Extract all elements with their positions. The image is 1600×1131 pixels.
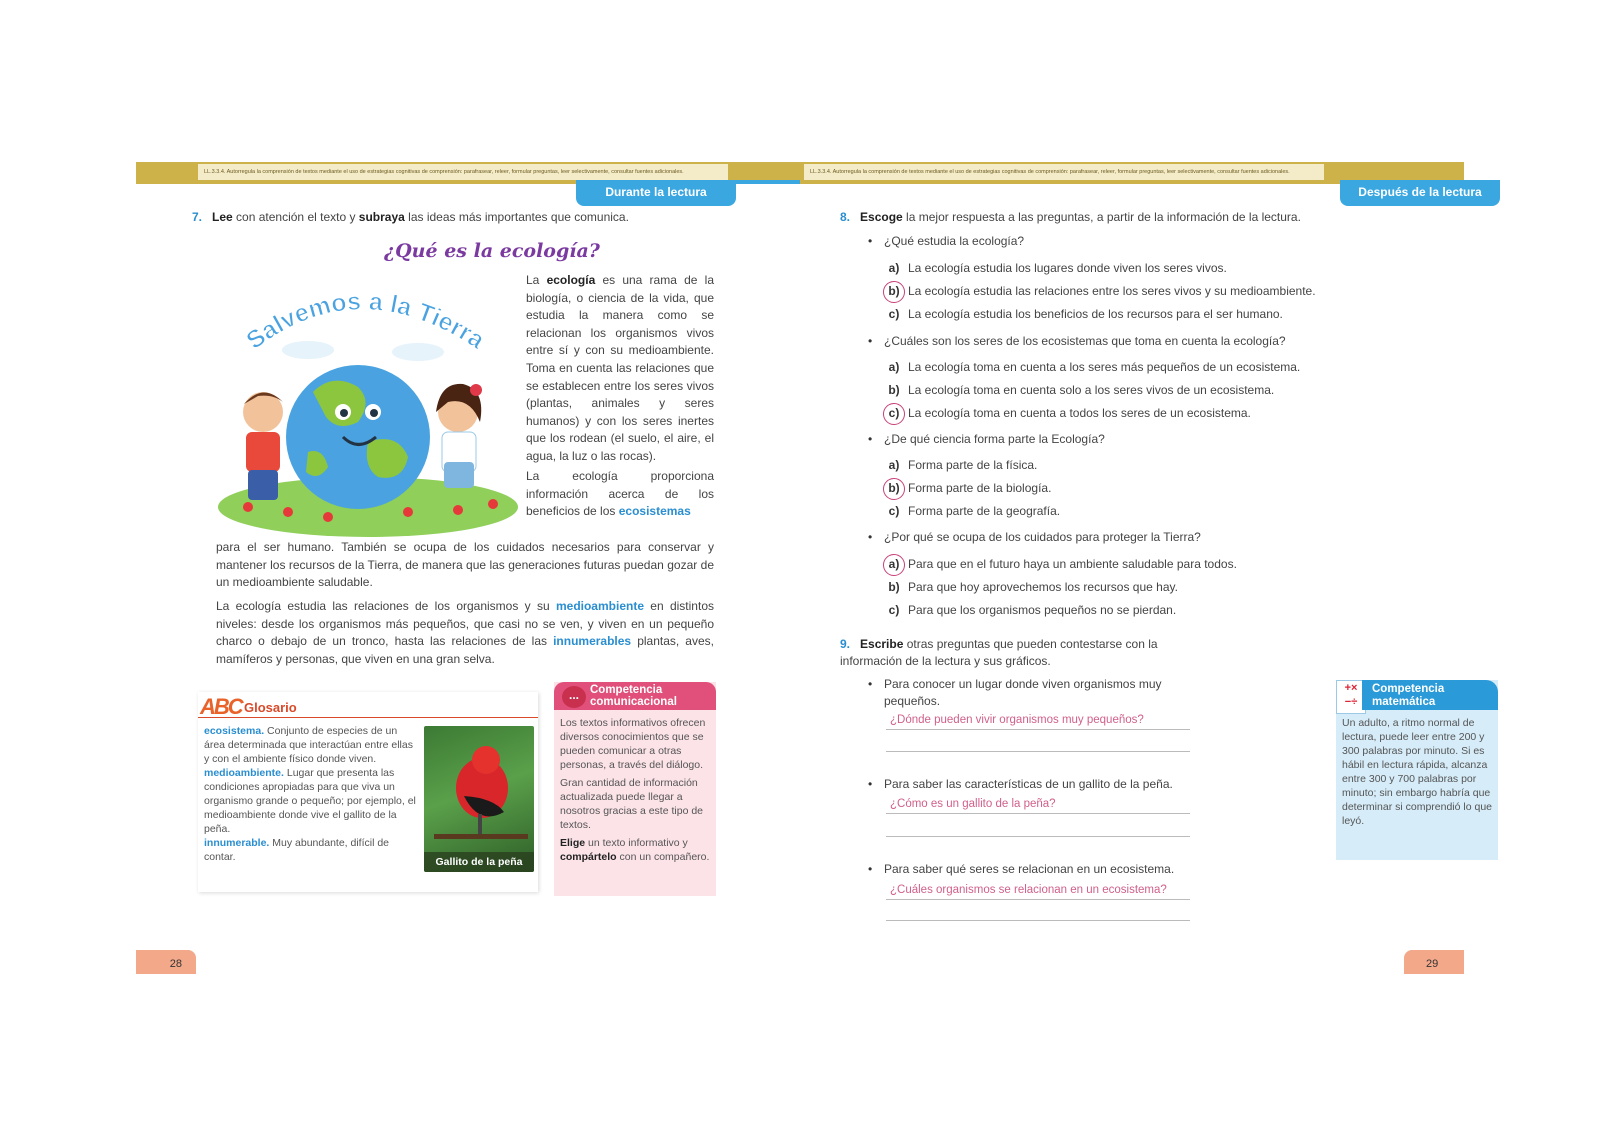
p3-medioambiente: medioambiente <box>555 599 644 613</box>
p1-c: es una rama de la biología, o ciencia de la vida, que estudia la manera como se relacionan los organismos vivos entre sí y con su medioambiente. Toma en cuenta las relaciones que se establecen entre los seres vivos (plantas, animales y seres humanos) y con los seres inertes que los rodean (el suelo, el aire, el agua, la luz o las rocas). <box>526 273 714 463</box>
q8-text: la mejor respuesta a las preguntas, a partir de la información de la lectura. <box>902 210 1301 224</box>
skill-note: LL.3.3.4. Autorregula la comprensión de textos mediante el uso de estrategias cognitivas de comprensión: parafrasear, releer, formular preguntas, leer selectivamente, consultar fuentes adicionales. <box>198 164 728 180</box>
option-letter: a) <box>888 261 900 275</box>
page-number: 28 <box>136 950 196 974</box>
reading-title: ¿Qué es la ecología? <box>384 240 600 262</box>
earth-illustration-svg <box>208 272 528 542</box>
comp-com-p3-text: un texto informativo y <box>585 837 688 849</box>
comp-com-p2: Gran cantidad de información actualizada puede llegar a nosotros gracias a este tipo de textos. <box>560 777 704 831</box>
comp-mat-title-1: Competencia <box>1372 683 1445 695</box>
glossary-header <box>198 692 538 718</box>
cloud <box>392 343 444 361</box>
glossary-entry <box>204 724 418 766</box>
q8-option-selected[interactable] <box>888 284 1316 298</box>
glossary-title: Glosario <box>244 700 297 715</box>
answer-line <box>886 813 1190 814</box>
tab-line <box>726 180 800 184</box>
bird-photo <box>424 726 534 872</box>
q9-text: otras preguntas que pueden contestarse con la información de la lectura y sus gráficos. <box>840 637 1158 668</box>
paragraph-2-bottom <box>216 539 714 592</box>
q8-option[interactable] <box>888 504 1061 518</box>
q8-option[interactable] <box>888 360 1301 374</box>
option-text: La ecología estudia las relaciones entre los seres vivos y su medioambiente. <box>908 284 1316 298</box>
glossary-def: Muy abundante, difícil de contar. <box>204 837 390 863</box>
boy-shirt <box>246 432 280 472</box>
option-letter-circled: b) <box>883 281 905 303</box>
illustration-slogan <box>241 287 490 355</box>
q8-option[interactable] <box>888 603 1177 617</box>
q9-answer[interactable]: ¿Cómo es un gallito de la peña? <box>890 798 1056 810</box>
earth-illustration <box>208 272 528 542</box>
q9-answer[interactable]: ¿Dónde pueden vivir organismos muy pequeños? <box>890 714 1144 726</box>
p2-a: La ecología proporciona información acerca de los beneficios de los <box>526 469 714 519</box>
section-tab <box>576 180 736 206</box>
glossary-def: Lugar que presenta las condiciones apropiadas para que viva un organismo grande o pequeño; por ejemplo, el medioambiente donde vive el gallito de la peña. <box>204 767 416 835</box>
q9-answer[interactable]: ¿Cuáles organismos se relacionan en un ecosistema? <box>890 884 1167 896</box>
girl-overalls <box>444 462 474 488</box>
glossary-entries <box>204 724 418 864</box>
option-text: Forma parte de la biología. <box>908 481 1052 495</box>
option-letter: c) <box>888 504 900 518</box>
q8-instruction <box>840 210 1301 224</box>
p3-innumerables: innumerables <box>553 634 632 649</box>
q8-option-selected[interactable] <box>888 406 1251 420</box>
comp-com-elige: Elige <box>560 837 586 849</box>
boy-pants <box>248 470 278 500</box>
q9-prompt: • Para saber las características de un gallito de la peña. <box>884 777 1192 791</box>
q7-number: 7. <box>192 210 203 224</box>
glossary-term: medioambiente. <box>204 767 284 779</box>
option-letter-circled: c) <box>883 403 905 425</box>
glossary-def: Conjunto de especies de un área determinada que interactúan entre ellas y con el ambiente físico donde viven. <box>204 725 413 765</box>
q7-text-1: con atención el texto y <box>232 210 359 224</box>
illustration-slogan-path: Salvemos a la Tierra <box>241 287 490 356</box>
q8-option[interactable] <box>888 261 1227 275</box>
q7-verb-lee: Lee <box>212 210 233 224</box>
section-tab-label: Durante la lectura <box>605 185 707 199</box>
glossary-abc-logo: ABC <box>200 694 242 719</box>
q8-option[interactable] <box>888 458 1038 472</box>
competencia-comunicacional-box <box>554 682 716 896</box>
option-text: Forma parte de la geografía. <box>908 504 1061 518</box>
q7-text-2: las ideas más importantes que comunica. <box>404 210 629 224</box>
skill-note: LL.3.3.4. Autorregula la comprensión de textos mediante el uso de estrategias cognitivas de comprensión: parafrasear, releer, formular preguntas, leer selectivamente, consultar fuentes adicionales. <box>804 164 1324 180</box>
q8-question: • ¿Qué estudia la ecología? <box>884 234 1024 248</box>
q8-number: 8. <box>840 210 851 224</box>
bird-photo-svg <box>424 726 534 872</box>
comp-mat-title-2: matemática <box>1372 696 1436 708</box>
q9-instruction <box>840 636 1200 670</box>
option-text: La ecología estudia los lugares donde viven los seres vivos. <box>908 261 1227 275</box>
left-page <box>136 162 800 974</box>
option-text: Para que los organismos pequeños no se pierdan. <box>908 603 1177 617</box>
q8-option[interactable] <box>888 383 1275 397</box>
bird-photo-caption: Gallito de la peña <box>424 852 534 872</box>
competencia-matematica-box <box>1336 680 1498 860</box>
option-text: Para que en el futuro haya un ambiente saludable para todos. <box>908 557 1237 571</box>
option-text: Para que hoy aprovechemos los recursos que hay. <box>908 580 1178 594</box>
bird-head <box>472 746 500 774</box>
girl-bow <box>470 384 482 396</box>
p2-ecosistemas: ecosistemas <box>618 504 691 519</box>
p1-ecologia: ecología <box>546 273 596 287</box>
option-letter: a) <box>888 458 900 472</box>
paragraph-1 <box>526 272 714 466</box>
q8-question: • ¿Cuáles son los seres de los ecosistemas que toma en cuenta la ecología? <box>884 334 1286 348</box>
right-page <box>800 162 1492 974</box>
q8-verb: Escoge <box>860 210 903 224</box>
paragraph-2-top <box>526 468 714 521</box>
q9-number: 9. <box>840 637 851 651</box>
glossary-term: ecosistema. <box>204 725 265 737</box>
comp-com-p3-end: con un compañero. <box>616 851 710 863</box>
page-number: 29 <box>1404 950 1464 974</box>
comp-com-p3 <box>560 836 710 864</box>
q7-verb-subraya: subraya <box>358 210 405 224</box>
comp-com-title-1: Competencia <box>590 684 663 696</box>
q8-option-selected[interactable] <box>888 557 1237 571</box>
option-letter-circled: b) <box>883 478 905 500</box>
glossary-box <box>198 692 538 892</box>
q9-prompt: • Para saber qué seres se relacionan en un ecosistema. <box>884 862 1192 876</box>
earth-globe <box>286 365 430 509</box>
glossary-entry <box>204 766 418 836</box>
globe-pupil <box>340 409 348 417</box>
section-tab <box>1340 180 1500 206</box>
p2-c: para el ser humano. También se ocupa de los cuidados necesarios para conservar y mantener los recursos de la Tierra, de manera que las generaciones futuras puedan gozar de un medioambiente saludable. <box>216 540 714 590</box>
speech-bubble-icon: ... <box>562 686 586 708</box>
competencia-matematica-body: Un adulto, a ritmo normal de lectura, puede leer entre 200 y 300 palabras por minuto. Si es hábil en lectura rápida, alcanza entre 300 y 700 palabras por minuto; sin embargo habría que determinar si comprendió lo que leyó. <box>1342 717 1492 827</box>
competencia-comunicacional-body <box>560 716 710 868</box>
answer-line <box>886 836 1190 837</box>
option-text: La ecología estudia los beneficios de los recursos para el ser humano. <box>908 307 1283 321</box>
textbook-spread <box>136 162 1492 974</box>
globe-pupil <box>370 409 378 417</box>
section-tab-label: Después de la lectura <box>1358 185 1482 199</box>
comp-com-compartelo: compártelo <box>560 851 617 863</box>
option-text: La ecología toma en cuenta a todos los seres de un ecosistema. <box>908 406 1251 420</box>
p3-a: La ecología estudia las relaciones de los organismos y su <box>216 599 556 613</box>
q8-option[interactable] <box>888 307 1283 321</box>
q7-instruction <box>192 210 629 224</box>
q8-question: • ¿Por qué se ocupa de los cuidados para proteger la Tierra? <box>884 530 1201 544</box>
comp-com-title-2: comunicacional <box>590 696 677 708</box>
option-letter: c) <box>888 603 900 617</box>
answer-line <box>886 920 1190 921</box>
p3-c: en distintos niveles: desde los organismos más pequeños, que casi no se ven, y viven en un pequeño charco o debajo de un tronco, hasta las relaciones de las <box>216 599 714 649</box>
math-operators-icon: +× −÷ <box>1336 680 1366 714</box>
paragraph-3 <box>216 598 714 668</box>
p1-a: La <box>526 273 547 287</box>
option-letter: b) <box>888 580 900 594</box>
option-letter: a) <box>888 360 900 374</box>
competencia-matematica-header <box>1362 680 1498 710</box>
p3-e: plantas, aves, mamíferos y personas, que viven en una gran selva. <box>216 634 714 666</box>
option-letter: b) <box>888 383 900 397</box>
q8-question: • ¿De qué ciencia forma parte la Ecología? <box>884 432 1105 446</box>
glossary-term: innumerable. <box>204 837 270 849</box>
q9-verb: Escribe <box>860 637 904 651</box>
glossary-entry <box>204 836 418 864</box>
option-letter-circled: a) <box>883 554 905 576</box>
answer-line <box>886 899 1190 900</box>
option-letter: c) <box>888 307 900 321</box>
option-text: La ecología toma en cuenta a los seres más pequeños de un ecosistema. <box>908 360 1301 374</box>
answer-line <box>886 729 1190 730</box>
q8-option-selected[interactable] <box>888 481 1052 495</box>
q8-option[interactable] <box>888 580 1178 594</box>
option-text: La ecología toma en cuenta solo a los seres vivos de un ecosistema. <box>908 383 1275 397</box>
q9-prompt: • Para conocer un lugar donde viven organismos muy pequeños. <box>884 676 1192 710</box>
option-text: Forma parte de la física. <box>908 458 1038 472</box>
answer-line <box>886 751 1190 752</box>
bird-leg <box>478 814 482 836</box>
cloud <box>282 341 334 359</box>
comp-com-p1: Los textos informativos ofrecen diversos conocimientos que se pueden comunicar a otras personas, a través del diálogo. <box>560 717 706 771</box>
branch <box>434 834 528 839</box>
competencia-comunicacional-header <box>554 682 716 710</box>
